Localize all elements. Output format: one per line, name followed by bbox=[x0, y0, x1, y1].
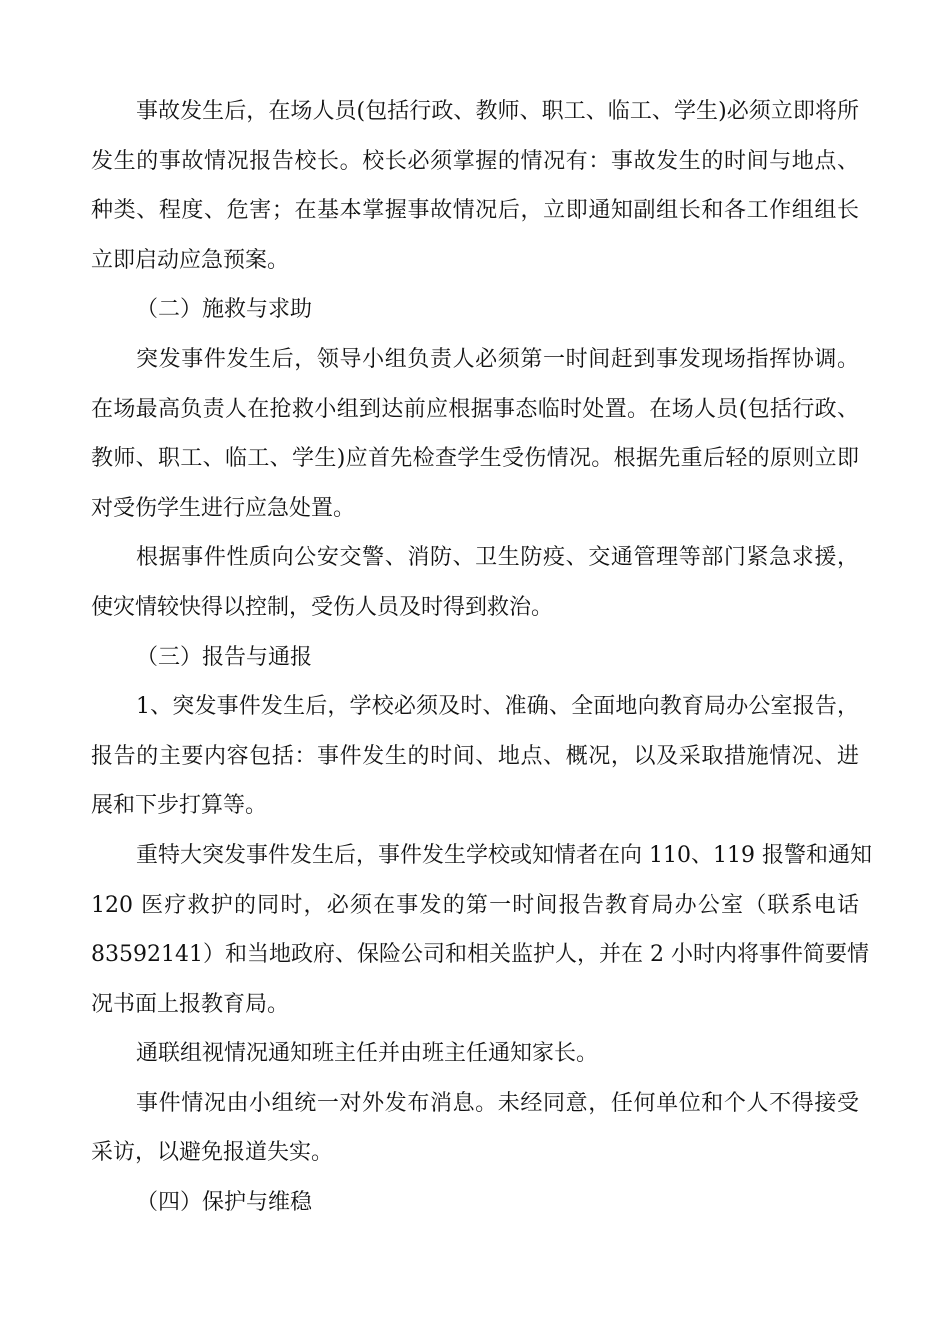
paragraph-line: 120 医疗救护的同时，必须在事发的第一时间报告教育局办公室（联系电话 bbox=[91, 892, 859, 918]
paragraph-line: 发生的事故情况报告校长。校长必须掌握的情况有：事故发生的时间与地点、 bbox=[91, 148, 859, 174]
paragraph-line: 采访，以避免报道失实。 bbox=[91, 1140, 334, 1166]
document-page bbox=[91, 87, 872, 1228]
section-heading: （三）报告与通报 bbox=[136, 644, 313, 670]
paragraph-line: 立即启动应急预案。 bbox=[91, 247, 290, 273]
paragraph-line: 根据事件性质向公安交警、消防、卫生防疫、交通管理等部门紧急求援， bbox=[136, 545, 859, 571]
paragraph-line: 通联组视情况通知班主任并由班主任通知家长。 bbox=[136, 1041, 599, 1067]
paragraph-line: 况书面上报教育局。 bbox=[91, 991, 290, 1017]
paragraph-line: 重特大突发事件发生后，事件发生学校或知情者在向 110、119 报警和通知 bbox=[136, 842, 872, 868]
section-heading: （四）保护与维稳 bbox=[136, 1190, 313, 1216]
section-heading: （二）施救与求助 bbox=[136, 297, 313, 323]
paragraph-line: 教师、职工、临工、学生)应首先检查学生受伤情况。根据先重后轻的原则立即 bbox=[91, 446, 859, 472]
paragraph-line: 使灾情较快得以控制，受伤人员及时得到救治。 bbox=[91, 594, 554, 620]
paragraph-line: 事故发生后，在场人员(包括行政、教师、职工、临工、学生)必须立即将所 bbox=[136, 99, 859, 124]
paragraph-line: 1、突发事件发生后，学校必须及时、准确、全面地向教育局办公室报告， bbox=[136, 694, 859, 720]
paragraph-line: 展和下步打算等。 bbox=[91, 793, 268, 819]
paragraph-line: 对受伤学生进行应急处置。 bbox=[91, 495, 356, 521]
paragraph-line: 报告的主要内容包括：事件发生的时间、地点、概况，以及采取措施情况、进 bbox=[91, 743, 859, 769]
paragraph-line: 事件情况由小组统一对外发布消息。未经同意，任何单位和个人不得接受 bbox=[136, 1090, 859, 1116]
paragraph-line: 种类、程度、危害；在基本掌握事故情况后，立即通知副组长和各工作组组长 bbox=[91, 198, 859, 224]
paragraph-line: 突发事件发生后，领导小组负责人必须第一时间赶到事发现场指挥协调。 bbox=[136, 346, 859, 372]
paragraph-line: 83592141）和当地政府、保险公司和相关监护人，并在 2 小时内将事件简要情 bbox=[91, 942, 869, 968]
paragraph-line: 在场最高负责人在抢救小组到达前应根据事态临时处置。在场人员(包括行政、 bbox=[91, 396, 859, 422]
